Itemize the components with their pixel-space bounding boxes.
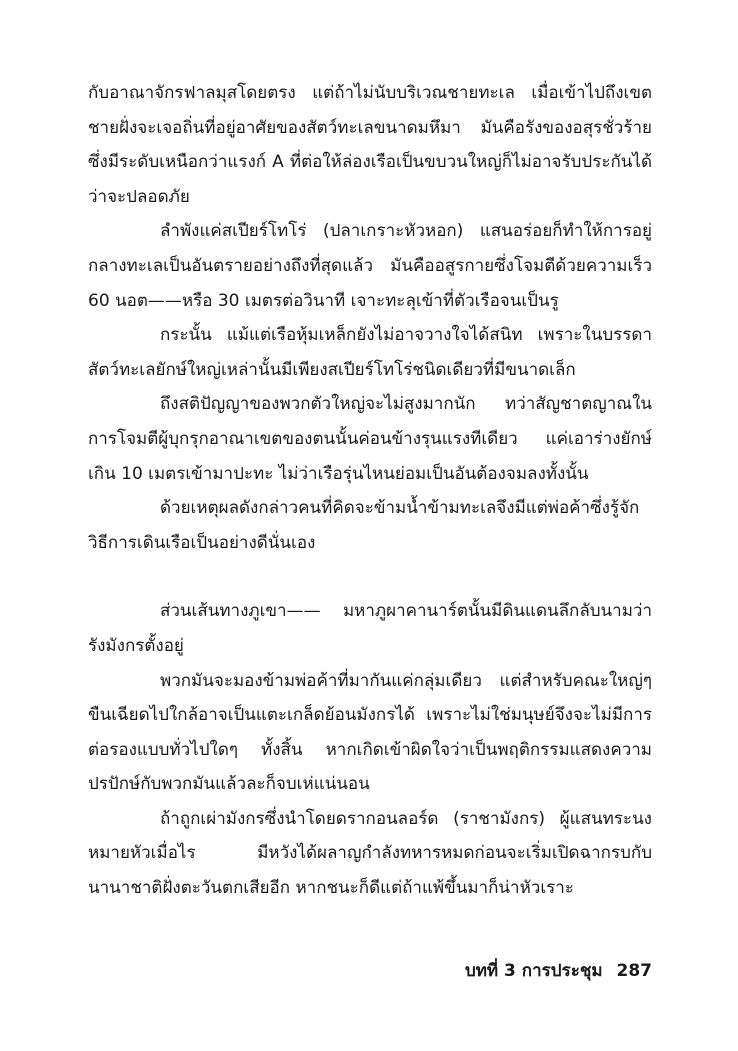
body-text [88,76,652,906]
paragraph: ถ้าถูกเผ่ามังกรซึ่งนำโดยดรากอนลอร์ด (ราชามังกร) ผู้แสนทระนงหมายหัวเมื่อไร มีหวังได้ผลาญกำลังทหารหมดก่อนจะเริ่มเปิดฉากรบกับนานาชาติฝั่งตะวันตกเสียอีก หากชนะก็ดีแต่ถ้าแพ้ขึ้นมาก็น่าหัวเราะ [88,808,652,899]
page-footer [465,957,652,984]
paragraph: ส่วนเส้นทางภูเขา—— มหาภูผาคานาร์ตนั้นมีดินแดนลึกลับนามว่ารังมังกรตั้งอยู่ [88,601,652,656]
paragraph: ลำพังแค่สเปียร์โทโร่ (ปลาเกราะหัวหอก) แสนอร่อยก็ทำให้การอยู่กลางทะเลเป็นอันตรายอย่างถึงที่สุดแล้ว มันคืออสูรกายซึ่งโจมตีด้วยความเร็ว 60 นอต——หรือ 30 เมตรต่อวินาที เจาะทะลุเข้าที่ตัวเรือจนเป็นรู [88,221,652,311]
paragraph: ถึงสติปัญญาของพวกตัวใหญ่จะไม่สูงมากนัก ทว่าสัญชาตญาณในการโจมตีผู้บุกรุกอาณาเขตของตนนั้นค่อนข้างรุนแรงทีเดียว แค่เอาร่างยักษ์เกิน 10 เมตรเข้ามาปะทะ ไม่ว่าเรือรุ่นไหนย่อมเป็นอันต้องจมลงทั้งนั้น [88,394,652,484]
paragraph: กระนั้น แม้แต่เรือหุ้มเหล็กยังไม่อาจวางใจได้สนิท เพราะในบรรดาสัตว์ทะเลยักษ์ใหญ่เหล่านั้นมีเพียงสเปียร์โทโร่ชนิดเดียวที่มีขนาดเล็ก [88,325,652,380]
page-number: 287 [616,961,652,981]
paragraph: พวกมันจะมองข้ามพ่อค้าที่มากันแค่กลุ่มเดียว แต่สำหรับคณะใหญ่ๆ ขืนเฉียดไปใกล้อาจเป็นแตะเกล็ดย้อนมังกรได้ เพราะไม่ใช่มนุษย์จึงจะไม่มีการต่อรองแบบทั่วไปใดๆ ทั้งสิ้น หากเกิดเข้าผิดใจว่าเป็นพฤติกรรมแสดงความปรปักษ์กับพวกมันแล้วละก็จบเห่แน่นอน [88,670,652,795]
paragraph: ด้วยเหตุผลดังกล่าวคนที่คิดจะข้ามน้ำข้ามทะเลจึงมีแต่พ่อค้าซึ่งรู้จักวิธีการเดินเรือเป็นอย่างดีนั่นเอง [88,498,640,553]
paragraph: กับอาณาจักรฟาลมุสโดยตรง แต่ถ้าไม่นับบริเวณชายทะเล เมื่อเข้าไปถึงเขตชายฝั่งจะเจอถิ่นที่อยู่อาศัยของสัตว์ทะเลขนาดมหึมา มันคือรังของอสุรชั่วร้ายซึ่งมีระดับเหนือกว่าแรงก์ A ที่ต่อให้ล่องเรือเป็นขบวนใหญ่ก็ไม่อาจรับประกันได้ว่าจะปลอดภัย [88,83,652,207]
chapter-title: บทที่ 3 การประชุม [464,961,603,981]
